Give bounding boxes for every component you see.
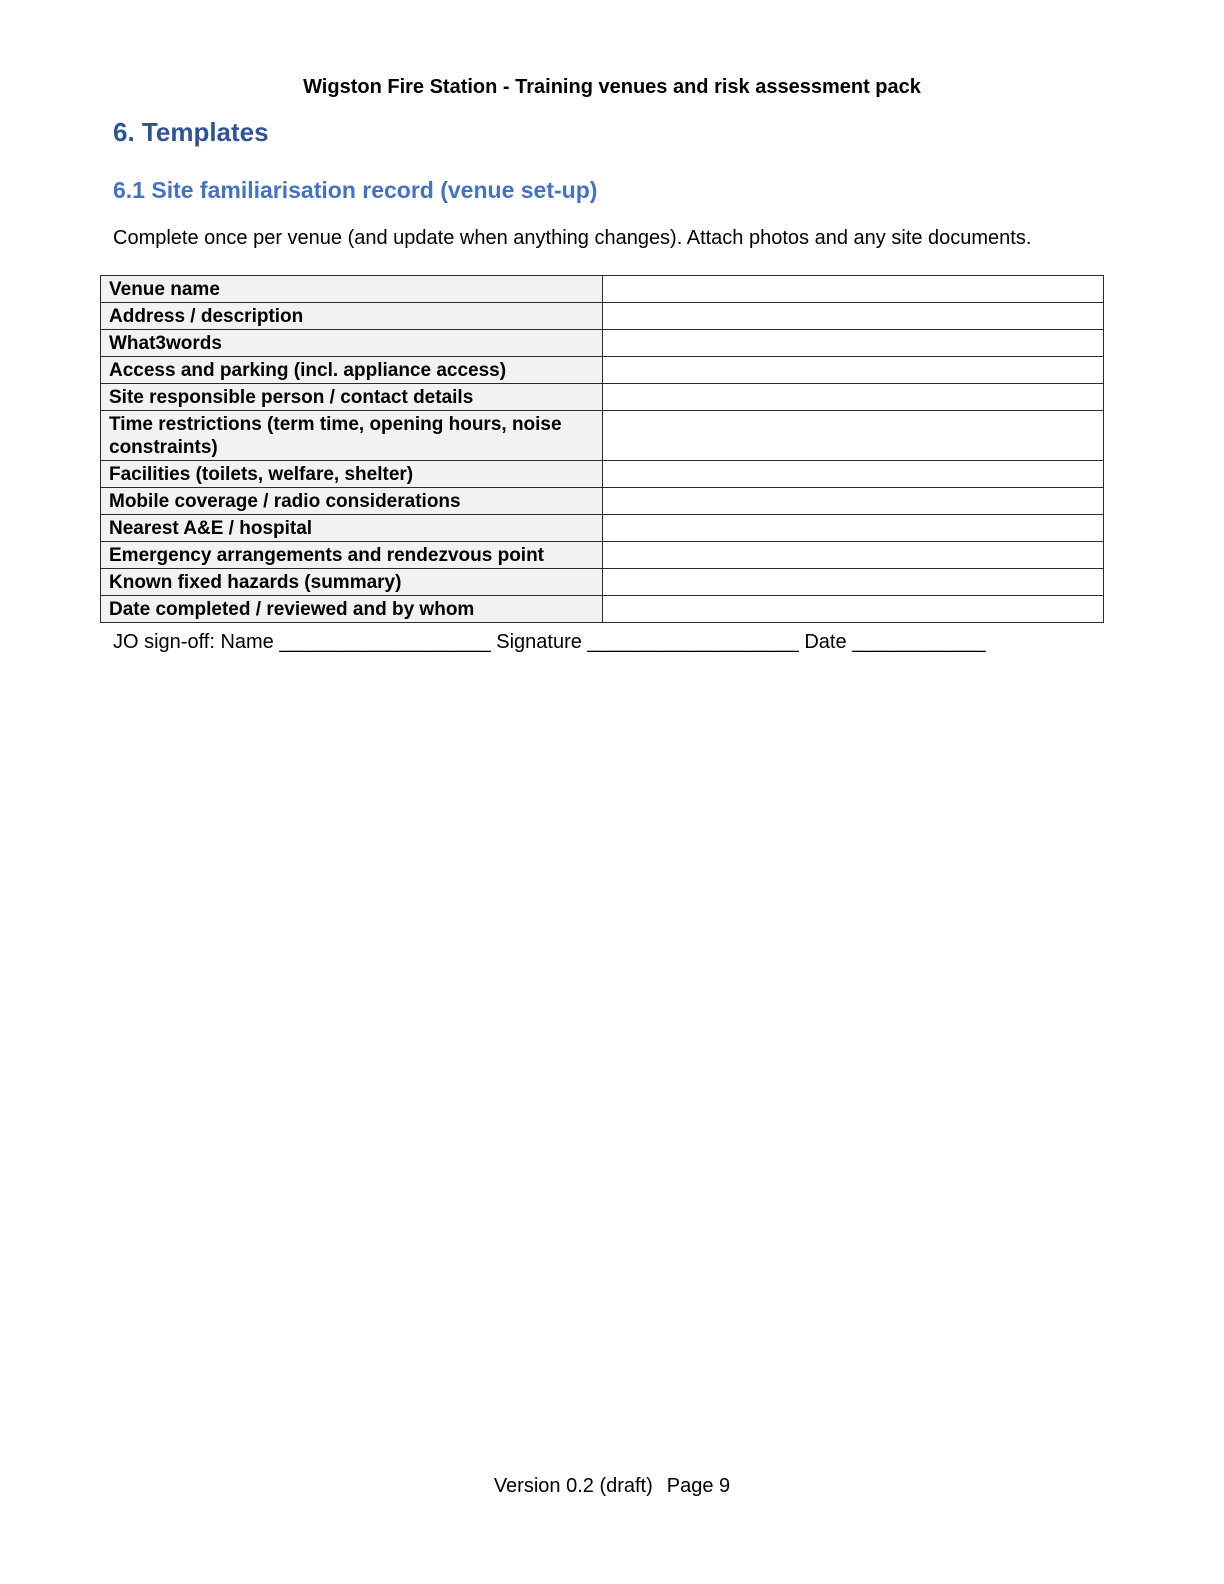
footer-version-label: Version 0.2 (draft) (493, 1475, 653, 1497)
subsection-heading: 6.1 Site familiarisation record (venue set-up) (113, 177, 598, 203)
row-value-cell[interactable] (603, 411, 1104, 461)
table-row (101, 276, 1104, 303)
row-value-cell[interactable] (603, 569, 1104, 596)
row-value-cell[interactable] (603, 276, 1104, 303)
row-label-site-responsible-person: Site responsible person / contact details (101, 384, 603, 411)
row-value-cell[interactable] (603, 384, 1104, 411)
table-row (101, 515, 1104, 542)
table-row (101, 330, 1104, 357)
row-label-facilities: Facilities (toilets, welfare, shelter) (101, 461, 603, 488)
page-content (0, 0, 1224, 654)
table-row (101, 461, 1104, 488)
table-row (101, 488, 1104, 515)
row-label-access-parking: Access and parking (incl. appliance access) (101, 357, 603, 384)
document-header-title: Wigston Fire Station - Training venues and risk assessment pack (303, 76, 921, 98)
row-label-mobile-coverage: Mobile coverage / radio considerations (101, 488, 603, 515)
row-label-address-description: Address / description (101, 303, 603, 330)
table-row (101, 303, 1104, 330)
table-row (101, 596, 1104, 623)
row-value-cell[interactable] (603, 461, 1104, 488)
site-familiarisation-table (100, 275, 1104, 623)
table-row (101, 411, 1104, 461)
table-row (101, 569, 1104, 596)
jo-signoff-line: JO sign-off: Name ___________________ Signature ___________________ Date ____________ (113, 631, 986, 653)
intro-paragraph: Complete once per venue (and update when anything changes). Attach photos and any site documents. (113, 227, 1032, 249)
table-row (101, 357, 1104, 384)
row-value-cell[interactable] (603, 515, 1104, 542)
row-label-known-fixed-hazards: Known fixed hazards (summary) (101, 569, 603, 596)
row-value-cell[interactable] (603, 488, 1104, 515)
row-value-cell[interactable] (603, 596, 1104, 623)
row-label-emergency-arrangements: Emergency arrangements and rendezvous point (101, 542, 603, 569)
page-footer (0, 1475, 1224, 1497)
row-label-venue-name: Venue name (101, 276, 603, 303)
table-row (101, 384, 1104, 411)
table-row (101, 542, 1104, 569)
row-label-nearest-ae-hospital: Nearest A&E / hospital (101, 515, 603, 542)
row-value-cell[interactable] (603, 303, 1104, 330)
row-value-cell[interactable] (603, 330, 1104, 357)
row-label-date-completed: Date completed / reviewed and by whom (101, 596, 603, 623)
section-heading: 6. Templates (113, 117, 269, 147)
row-label-what3words: What3words (101, 330, 603, 357)
row-value-cell[interactable] (603, 542, 1104, 569)
row-value-cell[interactable] (603, 357, 1104, 384)
footer-page-number: Page 9 (666, 1475, 731, 1497)
row-label-time-restrictions: Time restrictions (term time, opening hours, noise constraints) (101, 411, 603, 461)
